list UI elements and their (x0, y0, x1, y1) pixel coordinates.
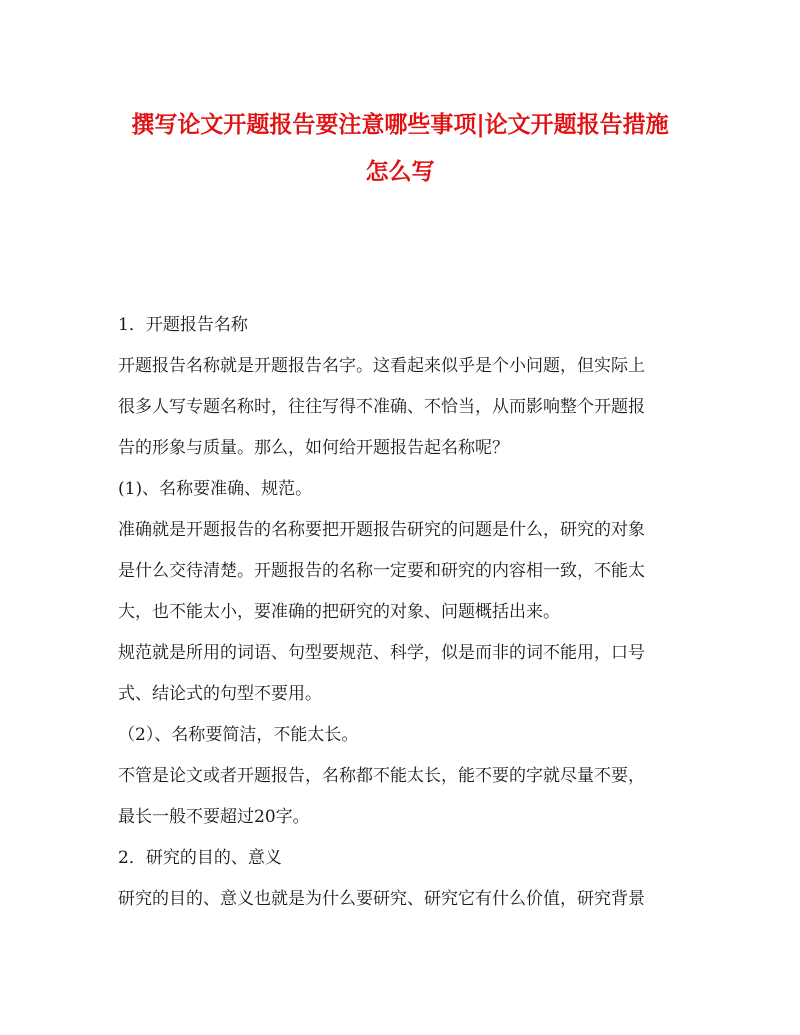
subheading-1: (1)、名称要准确、规范。 (118, 479, 313, 499)
section-heading-1: 1．开题报告名称 (118, 315, 248, 335)
paragraph-line: 准确就是开题报告的名称要把开题报告研究的问题是什么，研究的对象 (118, 520, 645, 540)
paragraph-line: 研究的目的、意义也就是为什么要研究、研究它有什么价值，研究背景 (118, 889, 645, 909)
subheading-2: （2）、名称要简洁，不能太长。 (118, 725, 359, 745)
title-line-2: 怎么写 (365, 158, 435, 185)
paragraph-line: 最长一般不要超过20字。 (118, 807, 310, 827)
title-line-1: 撰写论文开题报告要注意哪些事项|论文开题报告措施 (131, 111, 669, 138)
paragraph-line: 规范就是所用的词语、句型要规范、科学，似是而非的词不能用，口号 (118, 643, 645, 663)
paragraph-line: 是什么交待清楚。开题报告的名称一定要和研究的内容相一致，不能太 (118, 561, 645, 581)
paragraph-line: 告的形象与质量。那么，如何给开题报告起名称呢？ (118, 438, 509, 458)
document-title (100, 101, 700, 195)
paragraph-line: 不管是论文或者开题报告，名称都不能太长，能不要的字就尽量不要， (118, 766, 645, 786)
paragraph-line: 很多人写专题名称时，往往写得不准确、不恰当，从而影响整个开题报 (118, 397, 645, 417)
paragraph-line: 式、结论式的句型不要用。 (118, 684, 322, 704)
paragraph-line: 大，也不能太小，要准确的把研究的对象、问题概括出来。 (118, 602, 560, 622)
paragraph-line: 开题报告名称就是开题报告名字。这看起来似乎是个小问题，但实际上 (118, 356, 645, 376)
document-body (118, 305, 690, 920)
section-heading-2: 2．研究的目的、意义 (118, 848, 282, 868)
